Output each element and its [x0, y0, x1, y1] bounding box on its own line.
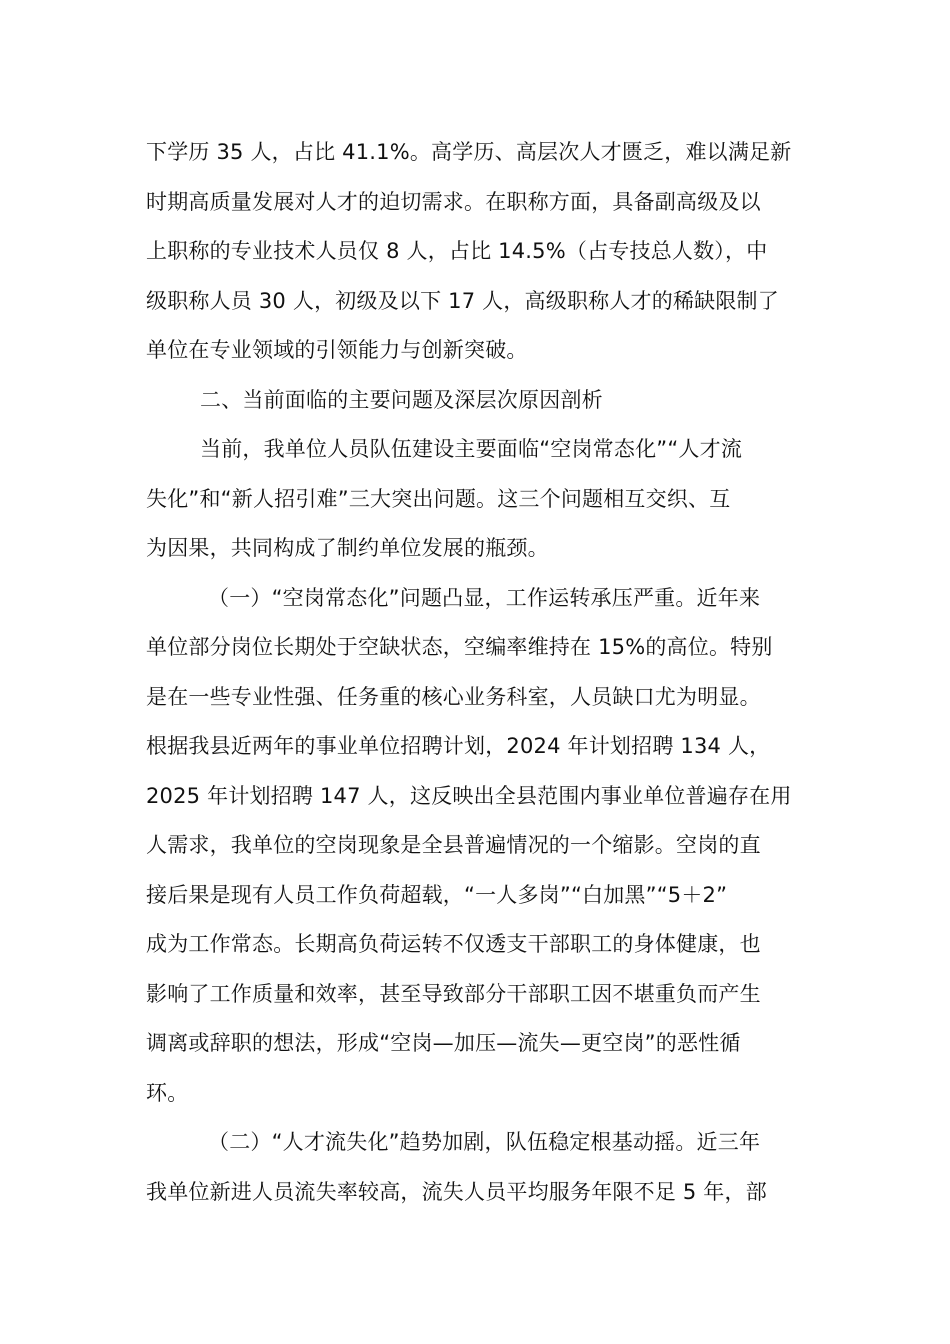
text-line: 调离或辞职的想法，形成“空岗—加压—流失—更空岗”的恶性循 [146, 1031, 741, 1055]
heading-text: 二、当前面临的主要问题及深层次原因剖析 [200, 387, 603, 412]
text-line: （二）“人才流失化”趋势加剧，队伍稳定根基动摇。近三年 [208, 1130, 761, 1154]
text-line: 上职称的专业技术人员仅 8 人，占比 14.5%（占专技总人数），中 [146, 239, 768, 263]
text-line: 为因果，共同构成了制约单位发展的瓶颈。 [146, 536, 549, 560]
paragraph-talent-loss-issue [146, 1118, 808, 1217]
paragraph-education-and-titles [146, 128, 808, 376]
text-line: 2025 年计划招聘 147 人，这反映出全县范围内事业单位普遍存在用 [146, 783, 792, 808]
paragraph-problem-overview [146, 425, 808, 574]
document-body [146, 128, 808, 1217]
text-line: 我单位新进人员流失率较高，流失人员平均服务年限不足 5 年，部 [146, 1179, 767, 1204]
text-line: 单位在专业领域的引领能力与创新突破。 [146, 338, 528, 362]
text-line: 级职称人员 30 人，初级及以下 17 人，高级职称人才的稀缺限制了 [146, 288, 779, 313]
text-line: 当前，我单位人员队伍建设主要面临“空岗常态化”“人才流 [200, 437, 743, 461]
text-line: 时期高质量发展对人才的迫切需求。在职称方面，具备副高级及以 [146, 189, 761, 214]
text-line: 人需求，我单位的空岗现象是全县普遍情况的一个缩影。空岗的直 [146, 833, 761, 857]
paragraph-vacancy-issue [146, 574, 808, 1119]
section-heading [146, 376, 808, 426]
text-line: 单位部分岗位长期处于空缺状态，空编率维持在 15%的高位。特别 [146, 635, 773, 659]
text-line: （一）“空岗常态化”问题凸显，工作运转承压严重。近年来 [208, 585, 761, 610]
text-line: 失化”和“新人招引难”三大突出问题。这三个问题相互交织、互 [146, 486, 731, 511]
text-line: 影响了工作质量和效率，甚至导致部分干部职工因不堪重负而产生 [146, 981, 761, 1006]
text-line: 接后果是现有人员工作负荷超载，“一人多岗”“白加黑”“5＋2” [146, 882, 728, 907]
text-line: 是在一些专业性强、任务重的核心业务科室，人员缺口尤为明显。 [146, 684, 761, 709]
text-line: 根据我县近两年的事业单位招聘计划，2024 年计划招聘 134 人， [146, 734, 771, 758]
text-line: 成为工作常态。长期高负荷运转不仅透支干部职工的身体健康，也 [146, 932, 761, 956]
text-line: 下学历 35 人，占比 41.1%。高学历、高层次人才匮乏，难以满足新 [146, 140, 792, 164]
text-line: 环。 [146, 1080, 189, 1105]
